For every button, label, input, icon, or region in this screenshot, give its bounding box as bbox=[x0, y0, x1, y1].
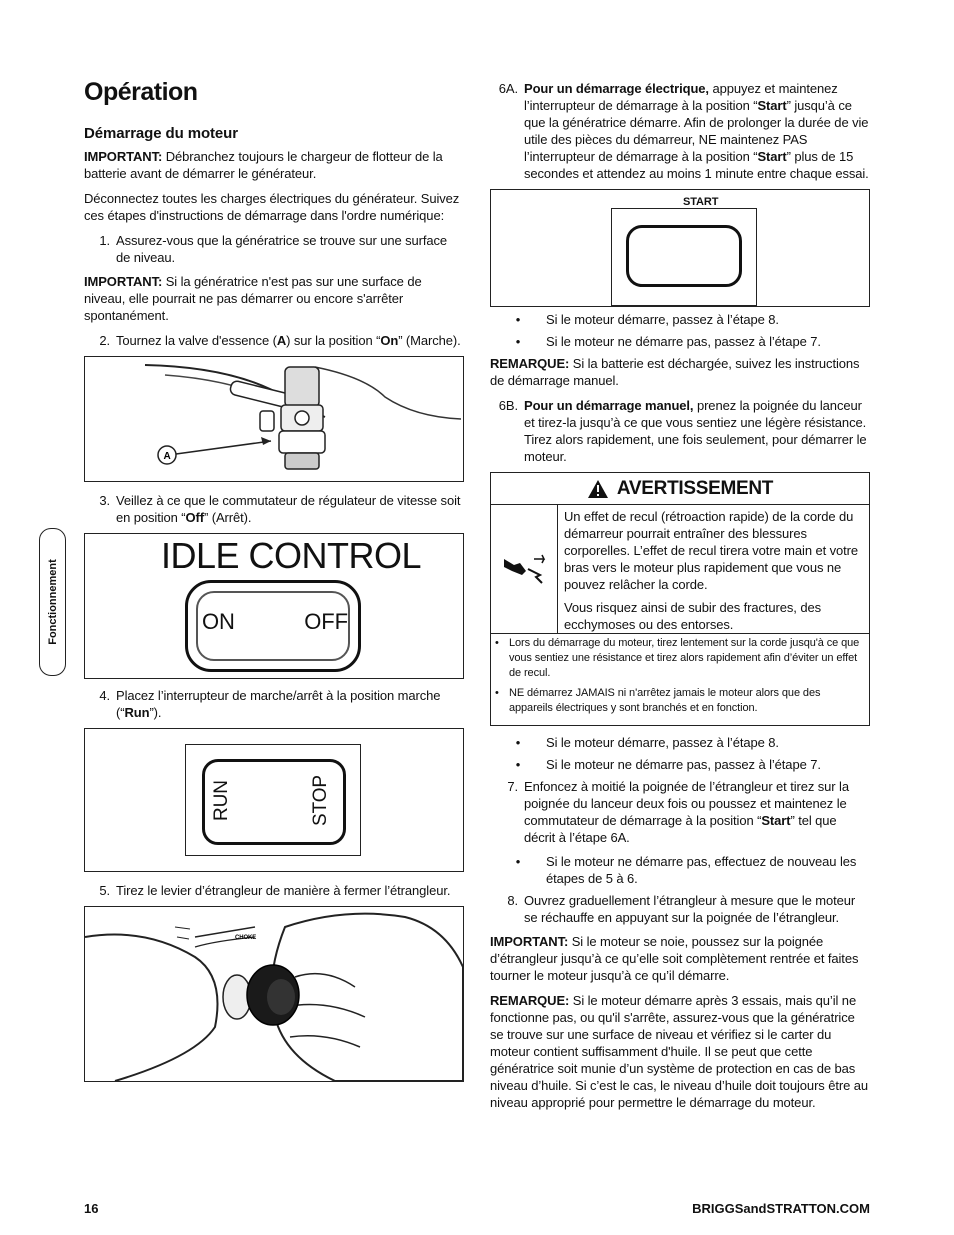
page-number: 16 bbox=[84, 1201, 99, 1216]
fuel-valve-illustration bbox=[85, 357, 463, 481]
idle-control-figure bbox=[84, 533, 464, 679]
step-7: 7. Enfoncez à moitié la poignée de l’étrangleur et tirez sur la poignée du lanceur deux fois ou poussez et maintenez le commutateur de démarrage à la position “Start” tel que décrit à l’étape 6A. bbox=[507, 779, 849, 845]
fuel-valve-figure bbox=[84, 356, 464, 482]
start-button-outline bbox=[626, 225, 742, 287]
section-heading: Démarrage du moteur bbox=[84, 125, 238, 142]
bullet-6a-started: • Si le moteur démarre, passez à l’étape 8. bbox=[515, 312, 779, 327]
start-label: START bbox=[683, 196, 719, 208]
side-tab-label: Fonctionnement bbox=[46, 559, 59, 645]
warning-list-item: • Lors du démarrage du moteur, tirez lentement sur la corde jusqu'à ce que vous sentiez une résistance et tirez alors rapidement afin d’éviter un effet de recul. bbox=[495, 637, 860, 679]
warning-title: AVERTISSEMENT bbox=[616, 478, 774, 499]
bullet-step-7: • Si le moteur ne démarre pas, effectuez de nouveau les étapes de 5 à 6. bbox=[515, 854, 857, 886]
warning-list-item: • NE démarrez JAMAIS ni n'arrêtez jamais le moteur alors que des appareils électriques y sont branchés et en fonction. bbox=[495, 687, 821, 714]
kickback-hand-icon bbox=[491, 505, 558, 633]
important-paragraph-2: IMPORTANT: Si la génératrice n'est pas sur une surface de niveau, elle pourrait ne pas démarrer ou encore s'arrêter spontanément. bbox=[84, 274, 422, 323]
right-column bbox=[490, 80, 870, 1119]
step-4: 4. Placez l’interrupteur de marche/arrêt à la position marche (“Run”). bbox=[99, 688, 441, 720]
warning-paragraph-2: Vous risquez ainsi de subir des fractures, des ecchymoses ou des entorses. bbox=[564, 600, 821, 632]
footer-website: BRIGGSandSTRATTON.COM bbox=[692, 1201, 870, 1216]
choke-panel-label: CHOKE bbox=[235, 935, 257, 941]
run-stop-figure bbox=[84, 728, 464, 872]
intro-paragraph: Déconnectez toutes les charges électriques du générateur. Suivez ces étapes d'instructions de démarrage dans l'ordre numérique: bbox=[84, 191, 460, 223]
warning-triangle-icon bbox=[587, 479, 609, 499]
stop-label: STOP bbox=[310, 775, 331, 826]
fuel-valve-callout-a: A bbox=[163, 451, 171, 462]
idle-off-label: OFF bbox=[304, 609, 348, 634]
important-paragraph-1: IMPORTANT: Débranchez toujours le chargeur de flotteur de la batterie avant de démarrer le générateur. bbox=[84, 149, 443, 181]
bullet-6b-not-started: • Si le moteur ne démarre pas, passez à l’étape 7. bbox=[515, 757, 821, 772]
start-switch-figure bbox=[490, 189, 870, 307]
warning-header bbox=[491, 473, 869, 505]
run-stop-switch bbox=[202, 759, 346, 845]
step-3: 3. Veillez à ce que le commutateur de régulateur de vitesse soit en position “Off” (Arrêt). bbox=[99, 493, 461, 525]
run-label: RUN bbox=[210, 780, 232, 821]
remark-oil: REMARQUE: Si le moteur démarre après 3 essais, mais qu’il ne fonctionne pas, ou qu'il s'arrête, assurez-vous que la génératrice se trouve sur une surface de niveau et vérifiez si le carter du moteur contient suffisamment d'huile. Il se peut que cette génératrice soit munie d’un système de protection en cas de bas niveau d’huile. Si c’est le cas, le niveau d’huile doit toujours être au niveau approprié pour permettre le démarrage du moteur. bbox=[490, 993, 868, 1110]
choke-hand-illustration bbox=[85, 907, 463, 1081]
warning-box bbox=[490, 472, 870, 726]
step-5: 5. Tirez le levier d’étrangleur de manière à fermer l’étrangleur. bbox=[99, 883, 451, 898]
important-flooded: IMPORTANT: Si le moteur se noie, poussez sur la poignée d’étrangleur jusqu’à ce qu’elle soit complètement rentrée et faites tourner le moteur jusqu’à ce qu’il démarre. bbox=[490, 934, 859, 983]
section-side-tab bbox=[39, 528, 66, 676]
bullet-6b-started: • Si le moteur démarre, passez à l’étape 8. bbox=[515, 735, 779, 750]
left-column bbox=[84, 76, 464, 1082]
step-1: 1. Assurez-vous que la génératrice se trouve sur une surface de niveau. bbox=[99, 233, 448, 265]
idle-control-switch bbox=[185, 580, 361, 672]
choke-figure bbox=[84, 906, 464, 1082]
idle-control-title: IDLE CONTROL bbox=[161, 535, 422, 576]
step-6b: 6B. Pour un démarrage manuel, prenez la poignée du lanceur et tirez-la jusqu’à ce que vous sentiez une légère résistance. Tirez alors rapidement, une fois seulement, pour démarrer le moteur. bbox=[498, 398, 867, 464]
step-6a: 6A. Pour un démarrage électrique, appuyez et maintenez l’interrupteur de démarrage à la position “Start” jusqu’à ce que la génératrice démarre. Afin de prolonger la durée de vie utile des pièces du démarreur, NE maintenez PAS l’interrupteur de démarrage à la position “Start” plus de 15 secondes et attendez au moins 1 minute entre chaque essai. bbox=[498, 81, 869, 181]
step-2: 2. Tournez la valve d'essence (A) sur la position “On” (Marche). bbox=[99, 333, 461, 348]
warning-paragraph-1: Un effet de recul (rétroaction rapide) de la corde du démarreur pourrait entraîner des blessures corporelles. L’effet de recul tirera votre main et votre bras vers le moteur plus rapidement que vous ne pouvez relâcher la corde. bbox=[564, 509, 859, 592]
remark-battery: REMARQUE: Si la batterie est déchargée, suivez les instructions de démarrage manuel. bbox=[490, 356, 860, 388]
idle-on-label: ON bbox=[202, 609, 235, 634]
page-title: Opération bbox=[84, 78, 198, 106]
step-8: 8. Ouvrez graduellement l’étrangleur à mesure que le moteur se réchauffe en appuyant sur la poignée de l’étrangleur. bbox=[507, 893, 856, 925]
bullet-6a-not-started: • Si le moteur ne démarre pas, passez à l’étape 7. bbox=[515, 334, 821, 349]
